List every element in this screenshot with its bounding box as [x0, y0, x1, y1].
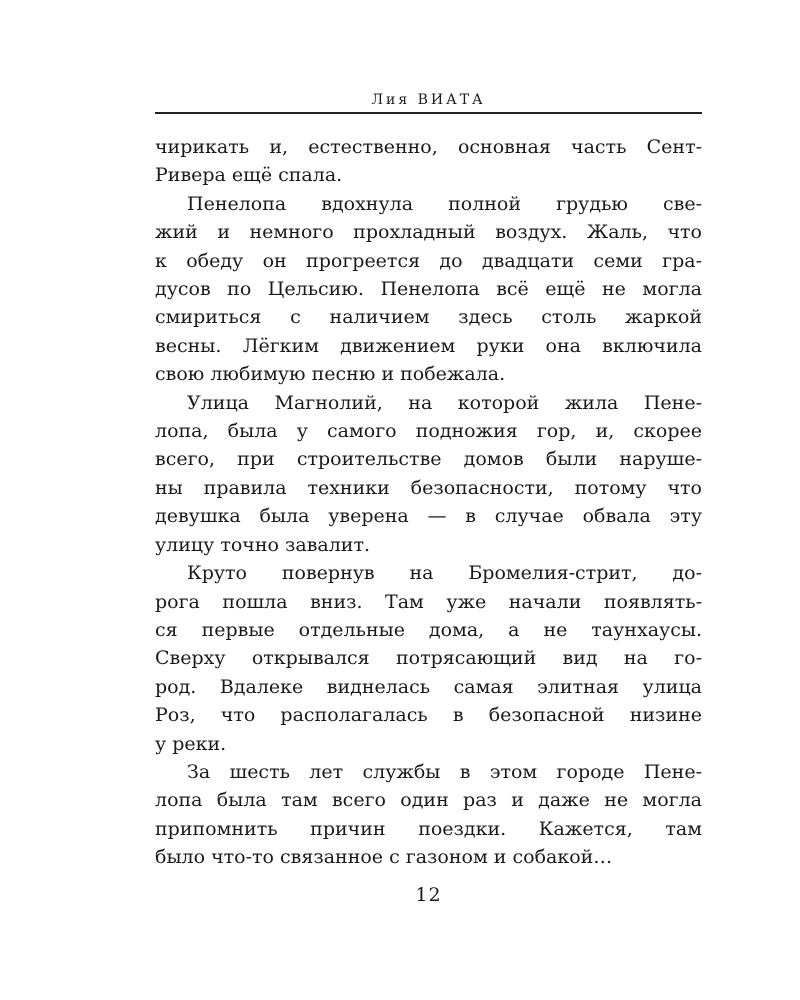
- paragraph: [155, 190, 702, 389]
- text-line: весны. Лёгким движением руки она включила: [155, 334, 702, 357]
- text-line: девушка была уверена — в случае обвала эту: [155, 505, 702, 528]
- text-line: у реки.: [155, 732, 227, 755]
- text-line: чирикать и, естественно, основная часть Сент-: [155, 136, 702, 158]
- text-line: Круто повернув на Бромелия-стрит, до-: [187, 562, 702, 585]
- text-line: Пенелопа вдохнула полной грудью све-: [187, 192, 702, 215]
- text-line: было что-то связанное с газоном и собакой…: [155, 846, 613, 869]
- paragraph: [155, 389, 702, 559]
- header-rule: [155, 112, 702, 114]
- paragraph: [155, 133, 702, 190]
- text-line: смириться с наличием здесь столь жаркой: [155, 306, 702, 329]
- text-line: Улица Магнолий, на которой жила Пене-: [187, 391, 702, 414]
- text-line: лопа была там всего один раз и даже не могла: [155, 789, 702, 812]
- text-line: Ривера ещё спала.: [155, 164, 343, 187]
- text-line: Роз, что располагалась в безопасной низине: [155, 704, 702, 727]
- text-line: Сверху открывался потрясающий вид на го-: [155, 647, 702, 670]
- text-line: жий и немного прохладный воздух. Жаль, что: [155, 221, 702, 244]
- text-line: ся первые отдельные дома, а не таунхаусы.: [155, 618, 702, 641]
- text-line: улицу точно завалит.: [155, 533, 371, 556]
- text-line: к обеду он прогреется до двадцати семи гра-: [155, 249, 702, 272]
- text-line: свою любимую песню и побежала.: [155, 363, 506, 386]
- body-text: [155, 133, 702, 872]
- paragraph: [155, 559, 702, 758]
- text-line: лопа, была у самого подножия гор, и, скорее: [155, 420, 702, 443]
- text-line: дусов по Цельсию. Пенелопа всё ещё не могла: [155, 278, 702, 301]
- paragraph: [155, 758, 702, 872]
- text-line: За шесть лет службы в этом городе Пене-: [187, 760, 702, 783]
- text-line: припомнить причин поездки. Кажется, там: [155, 817, 702, 840]
- text-line: всего, при строительстве домов были наруше-: [155, 448, 702, 471]
- text-line: род. Вдалеке виднелась самая элитная улица: [155, 675, 702, 698]
- running-header: Лия ВИАТА: [371, 92, 486, 108]
- page-number: 12: [415, 884, 442, 906]
- text-line: ны правила техники безопасности, потому что: [155, 476, 702, 499]
- text-line: рога пошла вниз. Там уже начали появлять-: [155, 590, 702, 613]
